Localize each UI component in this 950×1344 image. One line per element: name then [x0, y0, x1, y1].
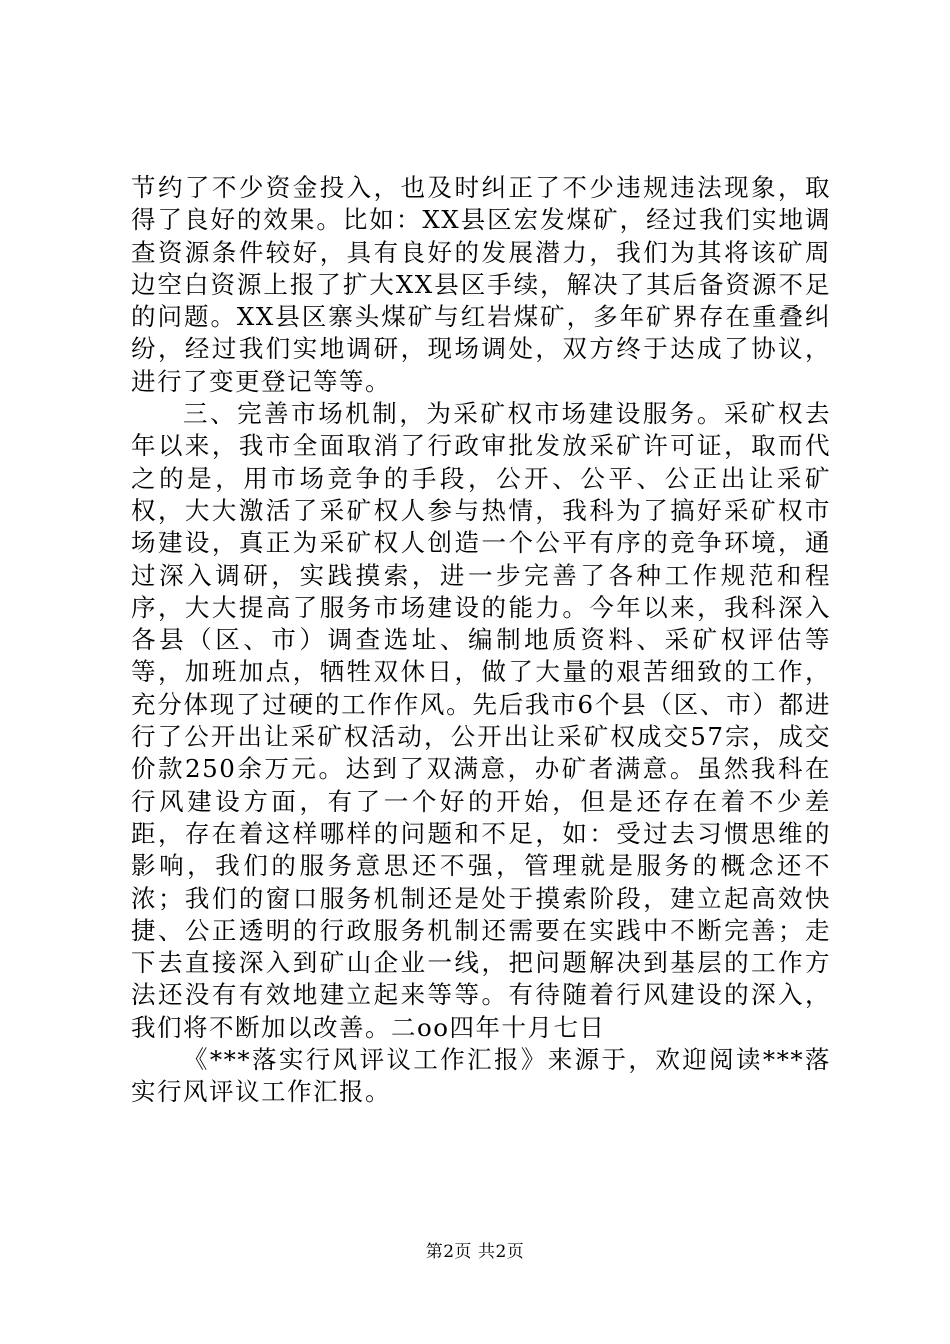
page-footer: 第2页 共2页: [425, 1242, 525, 1262]
paragraph-continuation: 节约了不少资金投入，也及时纠正了不少违规违法现象，取得了良好的效果。比如：XX县区宏发煤矿，经过我们实地调查资源条件较好，具有良好的发展潜力，我们为其将该矿周边空白资源上报了扩大XX县区手续，解决了其后备资源不足的问题。XX县区寨头煤矿与红岩煤矿，多年矿界存在重叠纠纷，经过我们实地调研，现场调处，双方终于达成了协议，进行了变更登记等等。: [131, 173, 831, 396]
paragraph-source-note: 《***落实行风评议工作汇报》来源于，欢迎阅读***落实行风评议工作汇报。: [131, 1045, 831, 1107]
paragraph-market-mechanism: 三、完善市场机制，为采矿权市场建设服务。采矿权去年以来，我市全面取消了行政审批发放采矿许可证，取而代之的是，用市场竞争的手段，公开、公平、公正出让采矿权，大大激活了采矿权人参与热情，我科为了搞好采矿权市场建设，真正为采矿权人创造一个公平有序的竞争环境，通过深入调研，实践摸索，进一步完善了各种工作规范和程序，大大提高了服务市场建设的能力。今年以来，我科深入各县（区、市）调查选址、编制地质资料、采矿权评估等等，加班加点，牺牲双休日，做了大量的艰苦细致的工作，充分体现了过硬的工作作风。先后我市6个县（区、市）都进行了公开出让采矿权活动，公开出让采矿权成交57宗，成交价款250余万元。达到了双满意，办矿者满意。虽然我科在行风建设方面，有了一个好的开始，但是还存在着不少差距，存在着这样哪样的问题和不足，如：受过去习惯思维的影响，我们的服务意思还不强，管理就是服务的概念还不浓；我们的窗口服务机制还是处于摸索阶段，建立起高效快捷、公正透明的行政服务机制还需要在实践中不断完善；走下去直接深入到矿山企业一线，把问题解决到基层的工作方法还没有有效地建立起来等等。有待随着行风建设的深入，我们将不断加以改善。二oo四年十月七日: [131, 399, 831, 1042]
body-text: [131, 172, 831, 1109]
